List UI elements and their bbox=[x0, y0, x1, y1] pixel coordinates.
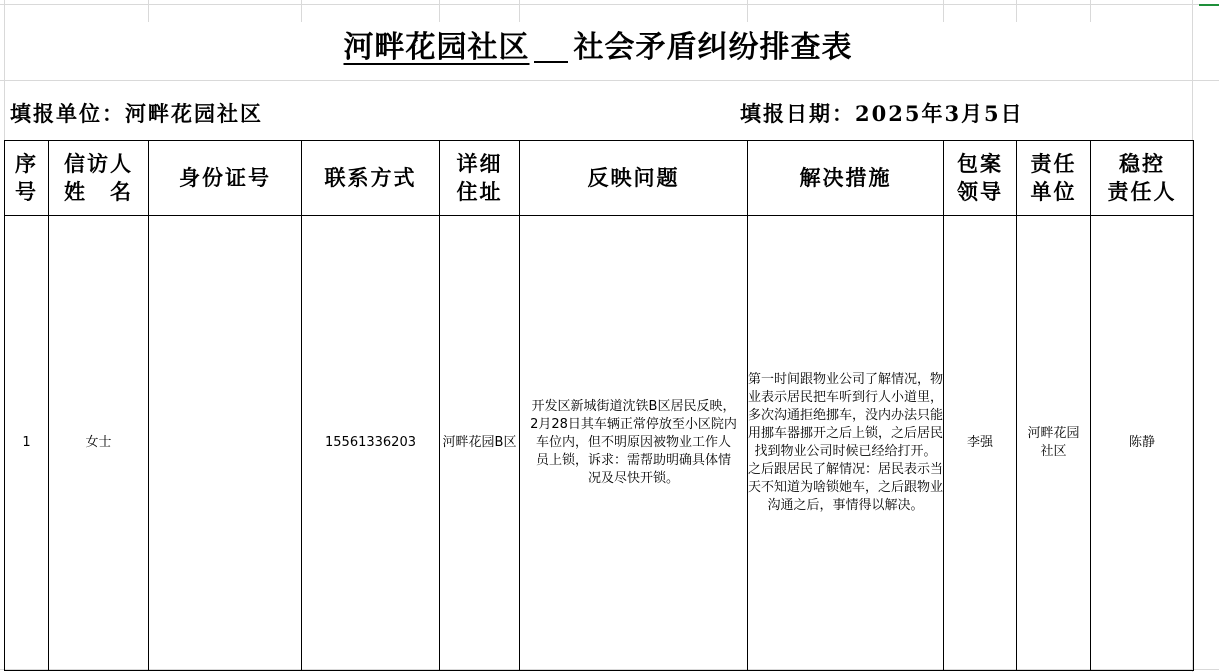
gridline bbox=[4, 0, 5, 140]
header-row bbox=[5, 141, 1194, 216]
gridline bbox=[0, 80, 1219, 81]
header-petitioner-label: 信访人 姓 名 bbox=[64, 151, 133, 204]
selection-marker bbox=[1199, 4, 1219, 6]
header-leader-label: 包案 领导 bbox=[957, 151, 1003, 204]
cell-contact[interactable]: 15561336203 bbox=[302, 216, 440, 671]
header-address[interactable] bbox=[440, 141, 520, 216]
cell-measures[interactable] bbox=[748, 216, 944, 671]
header-leader[interactable] bbox=[944, 141, 1017, 216]
header-petitioner[interactable] bbox=[49, 141, 149, 216]
header-stability-person[interactable] bbox=[1091, 141, 1194, 216]
header-issue[interactable] bbox=[520, 141, 748, 216]
cell-petitioner[interactable]: 女士 bbox=[49, 216, 149, 671]
cell-id-number[interactable] bbox=[149, 216, 302, 671]
header-id-number[interactable] bbox=[149, 141, 302, 216]
fill-unit bbox=[10, 98, 263, 128]
header-unit-label: 责任 单位 bbox=[1030, 151, 1077, 204]
header-issue-label: 反映问题 bbox=[587, 165, 680, 190]
cell-issue[interactable]: 开发区新城街道沈铁B区居民反映，2月28日其车辆正常停放至小区院内车位内，但不明原因被物业工作人员上锁，诉求：需帮助明确具体情况及尽快开锁。 bbox=[520, 216, 748, 671]
cell-seq[interactable]: 1 bbox=[5, 216, 49, 671]
fill-unit-value: 河畔花园社区 bbox=[125, 101, 263, 126]
header-contact-label: 联系方式 bbox=[324, 165, 417, 190]
header-unit[interactable] bbox=[1017, 141, 1091, 216]
fill-unit-label: 填报单位： bbox=[10, 101, 125, 126]
cell-unit[interactable]: 河畔花园社区 bbox=[1017, 216, 1091, 671]
cell-stability-person[interactable]: 陈静 bbox=[1091, 216, 1194, 671]
table-row bbox=[5, 216, 1194, 671]
title-form-name: 社会矛盾纠纷排查表 bbox=[573, 30, 853, 65]
cell-measures-text: 第一时间跟物业公司了解情况，物业表示居民把车听到行人小道里，多次沟通拒绝挪车，没内办法只能用挪车器挪开之后上锁，之后居民找到物业公司时候已经给打开。 之后跟居民了解情况：居民表示当天不知道为啥锁她车，之后跟物业沟通之后，事情得以解决。 bbox=[748, 372, 944, 513]
header-seq-label: 序 号 bbox=[15, 151, 38, 204]
header-measures[interactable] bbox=[748, 141, 944, 216]
sheet-title bbox=[0, 22, 1192, 66]
header-measures-label: 解决措施 bbox=[799, 165, 892, 190]
header-id-number-label: 身份证号 bbox=[179, 165, 271, 190]
fill-date-label: 填报日期： bbox=[740, 101, 855, 126]
fill-date bbox=[740, 98, 1024, 128]
gridline bbox=[0, 4, 1219, 5]
title-community: 河畔花园社区 bbox=[343, 30, 530, 65]
header-contact[interactable] bbox=[302, 141, 440, 216]
header-address-label: 详细 住址 bbox=[456, 151, 503, 204]
header-seq[interactable] bbox=[5, 141, 49, 216]
title-blank bbox=[534, 60, 568, 63]
cell-address[interactable]: 河畔花园B区 bbox=[440, 216, 520, 671]
header-stability-person-label: 稳控 责任人 bbox=[1107, 151, 1177, 204]
dispute-table bbox=[4, 140, 1194, 671]
cell-leader[interactable]: 李强 bbox=[944, 216, 1017, 671]
fill-date-value: 2025年3月5日 bbox=[855, 101, 1024, 126]
